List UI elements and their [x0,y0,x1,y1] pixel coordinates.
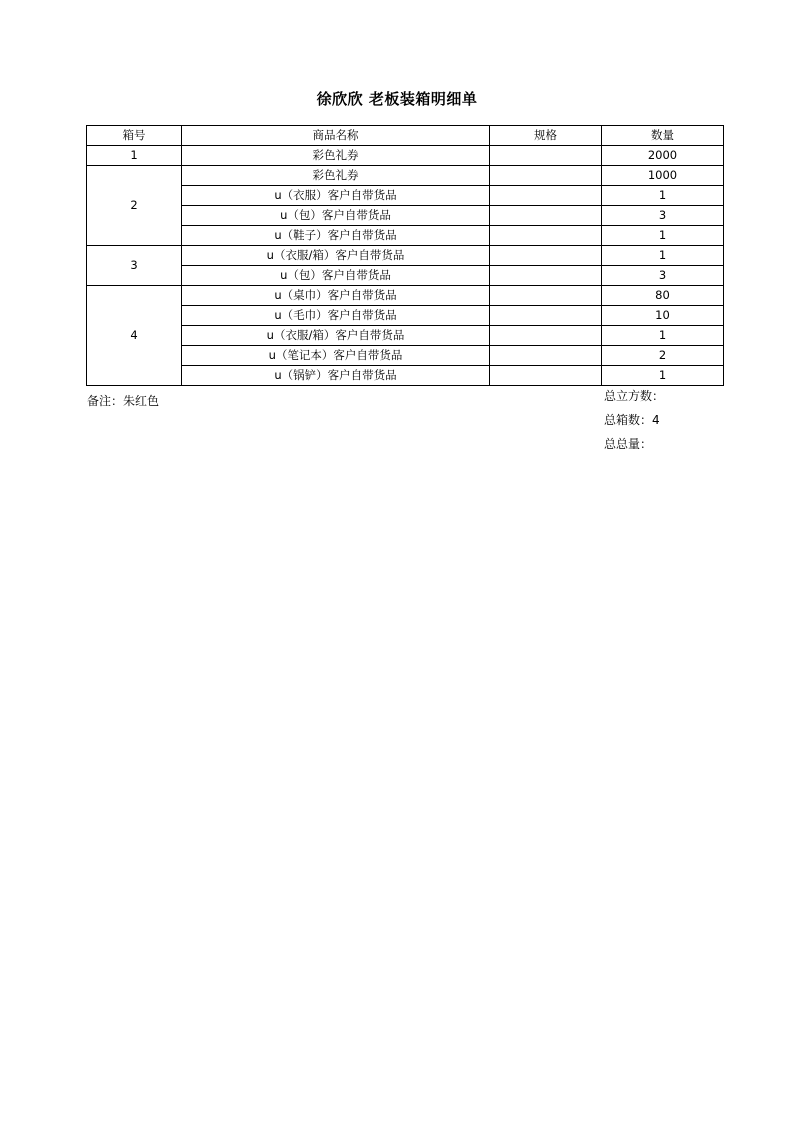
spec-cell [490,306,602,326]
product-name-cell: 彩色礼券 [182,146,490,166]
quantity-cell: 1 [602,326,724,346]
table-row [87,306,724,326]
spec-cell [490,346,602,366]
table-row [87,226,724,246]
product-name-cell: u（衣服）客户自带货品 [182,186,490,206]
summary-block [604,389,664,461]
product-name-cell: 彩色礼券 [182,166,490,186]
total-weight-label: 总总量： [604,437,653,451]
document-title: 徐欣欣 老板装箱明细单 [316,90,478,108]
total-volume-label: 总立方数： [604,389,665,403]
spec-cell [490,186,602,206]
spec-cell [490,286,602,306]
quantity-cell: 1000 [602,166,724,186]
table-row [87,206,724,226]
header-spec: 规格 [490,126,602,146]
table-row [87,346,724,366]
box-number-cell: 3 [87,246,182,286]
table-row [87,366,724,386]
quantity-cell: 80 [602,286,724,306]
header-product-name: 商品名称 [182,126,490,146]
quantity-cell: 10 [602,306,724,326]
product-name-cell: u（锅铲）客户自带货品 [182,366,490,386]
quantity-cell: 1 [602,246,724,266]
spec-cell [490,366,602,386]
remark-text: 备注：朱红色 [87,394,160,408]
box-number-cell: 1 [87,146,182,166]
quantity-cell: 1 [602,366,724,386]
product-name-cell: u（包）客户自带货品 [182,266,490,286]
header-quantity: 数量 [602,126,724,146]
product-name-cell: u（衣服/箱）客户自带货品 [182,326,490,346]
quantity-cell: 2000 [602,146,724,166]
spec-cell [490,146,602,166]
table-row [87,186,724,206]
table-row [87,286,724,306]
spec-cell [490,266,602,286]
packing-table [86,125,724,386]
product-name-cell: u（毛巾）客户自带货品 [182,306,490,326]
box-number-cell: 4 [87,286,182,386]
total-boxes-label: 总箱数：4 [604,413,660,427]
spec-cell [490,206,602,226]
header-box-number: 箱号 [87,126,182,146]
table-row [87,266,724,286]
box-number-cell: 2 [87,166,182,246]
spec-cell [490,246,602,266]
table-header-row [87,126,724,146]
quantity-cell: 1 [602,226,724,246]
quantity-cell: 2 [602,346,724,366]
table-row [87,146,724,166]
spec-cell [490,166,602,186]
spec-cell [490,226,602,246]
quantity-cell: 3 [602,266,724,286]
table-row [87,246,724,266]
product-name-cell: u（衣服/箱）客户自带货品 [182,246,490,266]
spec-cell [490,326,602,346]
product-name-cell: u（包）客户自带货品 [182,206,490,226]
product-name-cell: u（笔记本）客户自带货品 [182,346,490,366]
quantity-cell: 1 [602,186,724,206]
table-row [87,326,724,346]
quantity-cell: 3 [602,206,724,226]
table-row [87,166,724,186]
product-name-cell: u（桌巾）客户自带货品 [182,286,490,306]
product-name-cell: u（鞋子）客户自带货品 [182,226,490,246]
